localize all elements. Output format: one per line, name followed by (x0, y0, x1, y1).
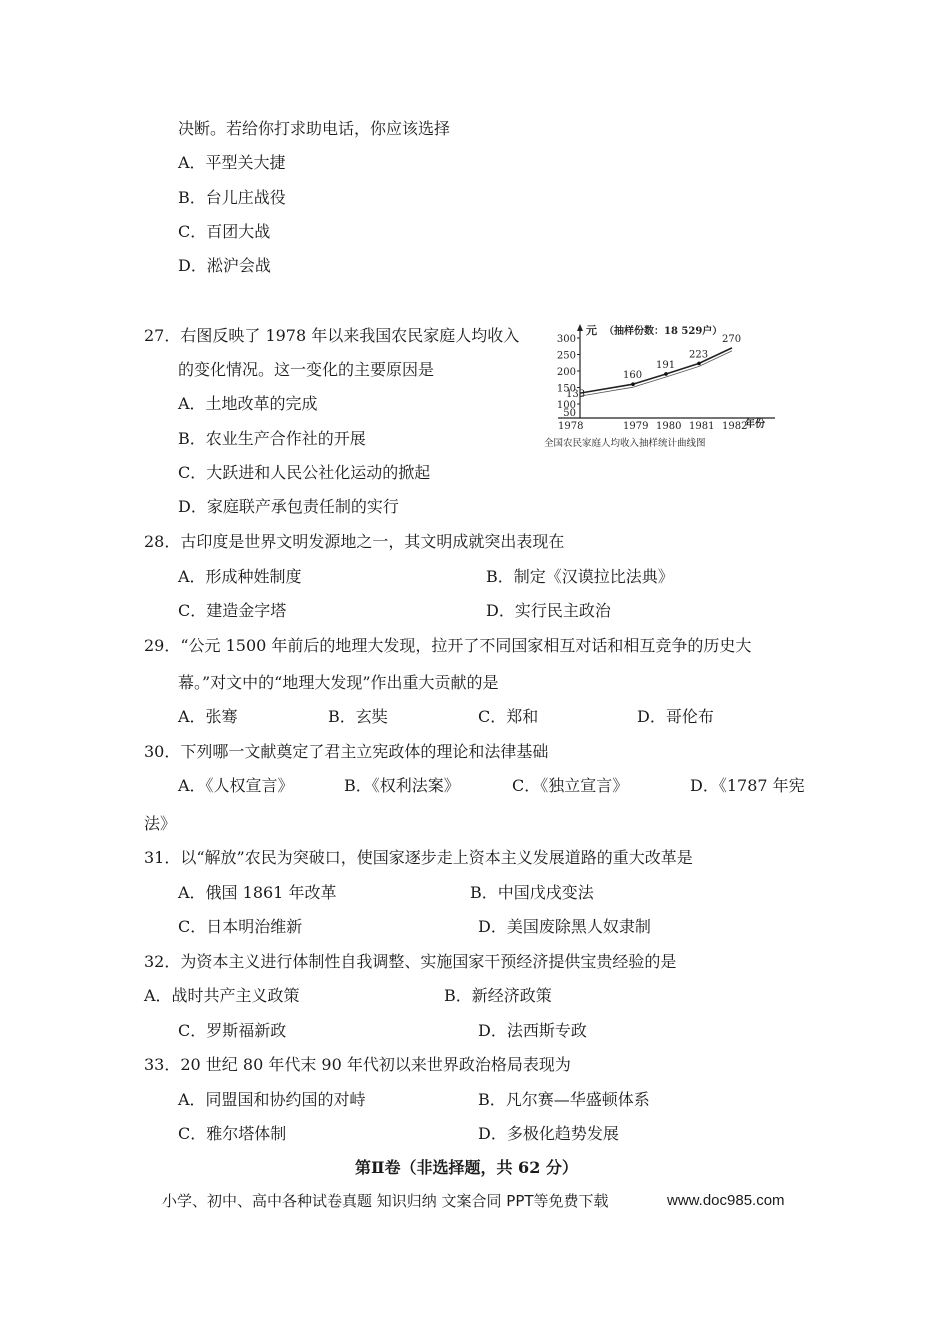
q27-option-b: B．农业生产合作社的开展 (178, 429, 366, 448)
data-label: 223 (689, 349, 709, 361)
q30-option-d-wrap: 法》 (144, 814, 177, 833)
q28-stem: 28．古印度是世界文明发源地之一，其文明成就突出表现在 (144, 532, 565, 551)
q29-option-c: C．郑和 (478, 707, 539, 726)
data-label: 160 (623, 370, 643, 382)
q29-option-d: D．哥伦布 (637, 707, 714, 726)
data-point (631, 382, 635, 386)
q30-option-c: C．《独立宣言》 (512, 776, 629, 795)
q30-option-d: D．《1787 年宪 (690, 776, 805, 795)
q29-stem-line2: 幕。”对文中的“地理大发现”作出重大贡献的是 (178, 673, 499, 692)
q31-option-a: A．俄国 1861 年改革 (178, 883, 337, 902)
q29-stem-line1: 29．“公元 1500 年前后的地理大发现，拉开了不同国家相互对话和相互竞争的历史大 (144, 636, 752, 655)
chart-annotation: （抽样份数：18 529户） (604, 326, 723, 337)
x-axis-label: 年份 (745, 419, 765, 430)
q27-stem-line1: 27．右图反映了 1978 年以来我国农民家庭人均收入 (144, 326, 520, 345)
q32-stem: 32．为资本主义进行体制性自我调整、实施国家干预经济提供宝贵经验的是 (144, 952, 677, 971)
q33-option-b: B．凡尔赛—华盛顿体系 (478, 1090, 650, 1109)
y-axis-unit: 元 (586, 324, 597, 337)
y-tick-label: 200 (556, 367, 576, 378)
x-tick-label: 1980 (656, 421, 682, 432)
q26-option-b: B．台儿庄战役 (178, 188, 286, 207)
data-point (697, 362, 701, 366)
q29-option-b: B．玄奘 (328, 707, 388, 726)
x-tick-label: 1982 (722, 421, 748, 432)
q28-option-c: C．建造金字塔 (178, 601, 287, 620)
q27-stem-line2: 的变化情况。这一变化的主要原因是 (178, 360, 435, 379)
q33-stem: 33．20 世纪 80 年代末 90 年代初以来世界政治格局表现为 (144, 1055, 571, 1074)
q28-option-d: D．实行民主政治 (486, 601, 611, 620)
y-axis-arrow (577, 324, 583, 331)
q32-option-a: A．战时共产主义政策 (144, 986, 300, 1005)
q28-option-b: B．制定《汉谟拉比法典》 (486, 567, 674, 586)
income-chart (540, 322, 790, 452)
q33-option-c: C．雅尔塔体制 (178, 1124, 287, 1143)
y-tick-label: 300 (556, 334, 576, 345)
q27-option-c: C．大跃进和人民公社化运动的掀起 (178, 463, 431, 482)
data-point (664, 372, 668, 376)
q30-stem: 30．下列哪一文献奠定了君主立宪政体的理论和法律基础 (144, 742, 549, 761)
x-tick-label: 1981 (689, 421, 715, 432)
section-heading: 第Ⅱ卷（非选择题，共 62 分） (355, 1158, 578, 1177)
q31-option-c: C．日本明治维新 (178, 917, 303, 936)
q33-option-d: D．多极化趋势发展 (478, 1124, 619, 1143)
y-tick-label: 100 (556, 400, 576, 411)
q32-option-b: B．新经济政策 (444, 986, 552, 1005)
y-tick-label: 150 (556, 383, 576, 395)
footer-url[interactable]: www.doc985.com (667, 1192, 785, 1209)
q27-option-a: A．土地改革的完成 (178, 394, 318, 413)
q31-stem: 31．以“解放”农民为突破口，使国家逐步走上资本主义发展道路的重大改革是 (144, 848, 693, 867)
data-label: 133 (566, 389, 586, 401)
x-tick-label: 1979 (623, 421, 649, 432)
q29-option-a: A．张骞 (178, 707, 238, 726)
data-label: 191 (656, 359, 676, 371)
chart-title: 全国农民家庭人均收入抽样统计曲线图 (544, 438, 706, 449)
data-label: 270 (722, 333, 742, 345)
y-tick-label: 250 (556, 350, 576, 362)
q26-stem-continuation: 决断。若给你打求助电话，你应该选择 (178, 119, 451, 138)
q26-option-c: C．百团大战 (178, 222, 271, 241)
x-tick-label: 1978 (558, 421, 584, 432)
q32-option-c: C．罗斯福新政 (178, 1021, 287, 1040)
q28-option-a: A．形成种姓制度 (178, 567, 302, 586)
q32-option-d: D．法西斯专政 (478, 1021, 587, 1040)
q27-option-d: D．家庭联产承包责任制的实行 (178, 497, 399, 516)
q30-option-b: B．《权利法案》 (344, 776, 460, 795)
q30-option-a: A．《人权宣言》 (178, 776, 294, 795)
footer-text: 小学、初中、高中各种试卷真题 知识归纳 文案合同 PPT等免费下载 (162, 1192, 609, 1210)
q33-option-a: A．同盟国和协约国的对峙 (178, 1090, 366, 1109)
q26-option-d: D．淞沪会战 (178, 256, 271, 275)
q31-option-b: B．中国戊戌变法 (470, 883, 594, 902)
y-tick-label-stray: 50 (563, 408, 576, 419)
q26-option-a: A．平型关大捷 (178, 153, 286, 172)
q31-option-d: D．美国废除黑人奴隶制 (478, 917, 651, 936)
